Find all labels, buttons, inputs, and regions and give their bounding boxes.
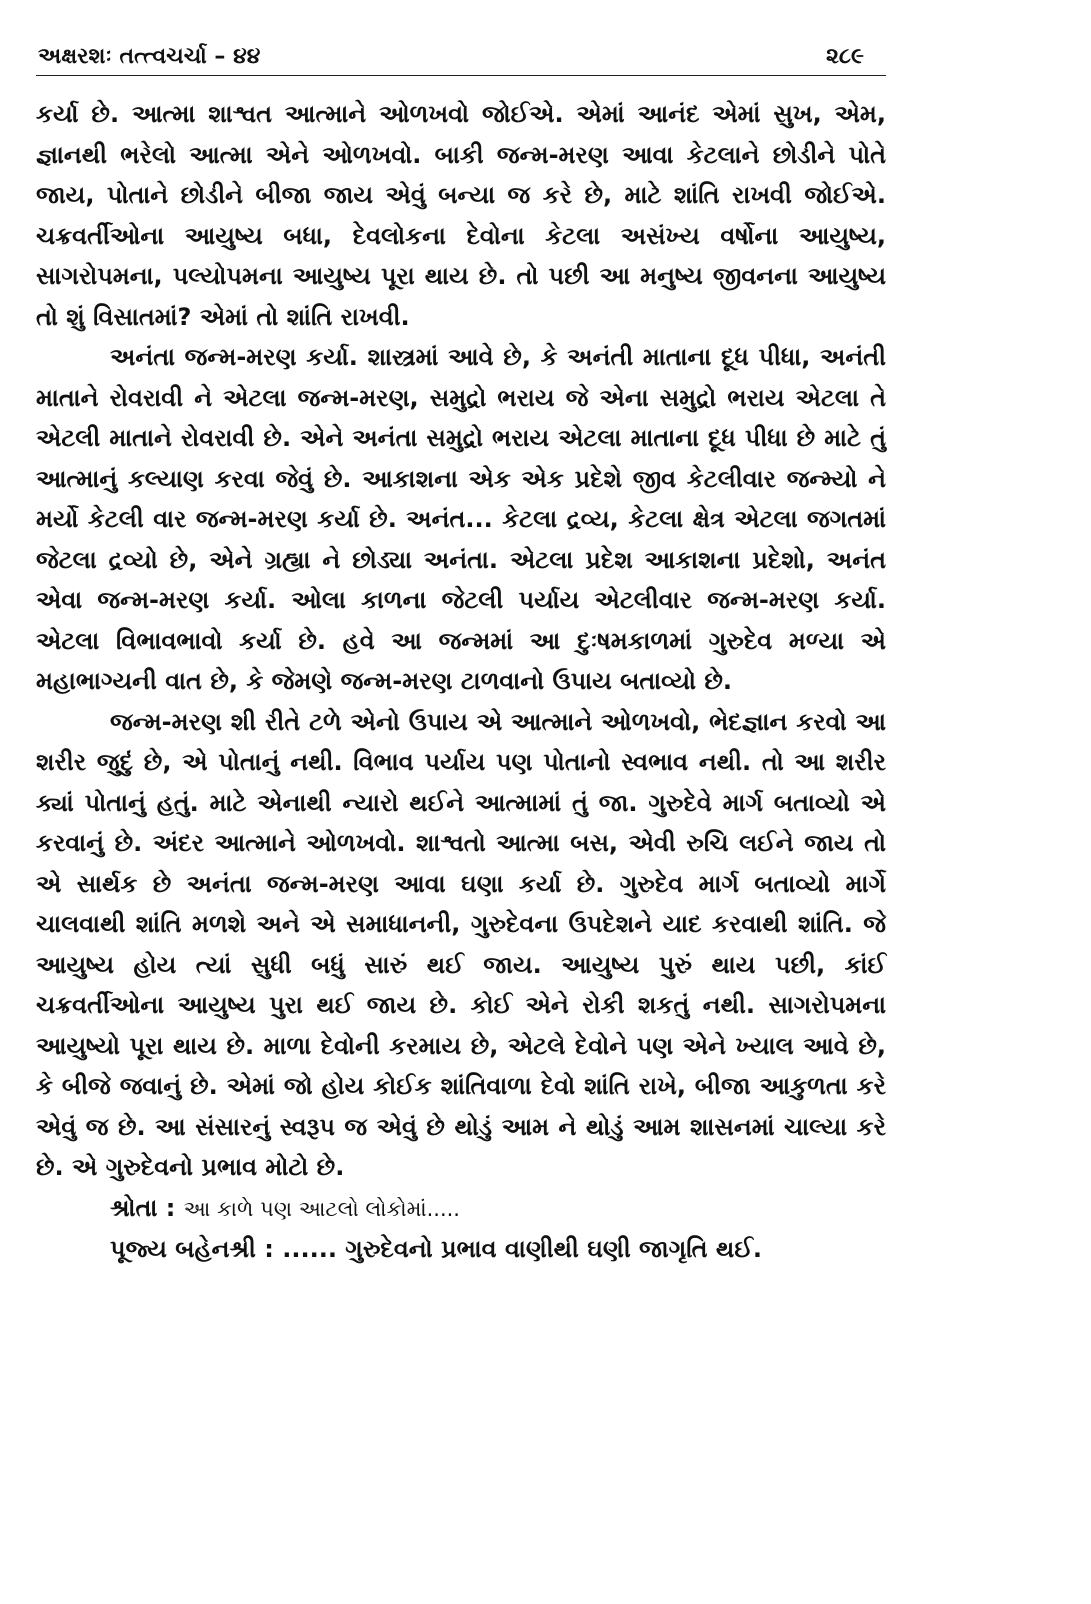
paragraph: કર્યા છે. આત્મા શાશ્વત આત્માને ઓળખવો જોઈએ. એમાં આનંદ એમાં સુખ, એમ, જ્ઞાનથી ભરેલો આત્મા એને ઓળખવો. બાકી જન્મ-મરણ આવા કેટલાને છોડીને પોતે જાય, પોતાને છોડીને બીજા જાય એવું બન્યા જ કરે છે, માટે શાંતિ રાખવી જોઈએ. ચક્રવર્તીઓના આયુષ્ય બધા, દેવલોકના દેવોના કેટલા અસંખ્ય વર્ષોના આયુષ્ય, સાગરોપમના, પલ્યોપમના આયુષ્ય પૂરા થાય છે. તો પછી આ મનુષ્ય જીવનના આયુષ્ય તો શું વિસાતમાં? એમાં તો શાંતિ રાખવી. [36, 100, 886, 331]
header-title: અક્ષરશઃ તત્ત્વચર્ચા – ૪૪ [38, 44, 261, 69]
paragraph: જન્મ-મરણ શી રીતે ટળે એનો ઉપાય એ આત્માને ઓળખવો, ભેદજ્ઞાન કરવો આ શરીર જુદું છે, એ પોતાનું નથી. વિભાવ પર્યાય પણ પોતાનો સ્વભાવ નથી. તો આ શરીર ક્યાં પોતાનું હતું. માટે એનાથી ન્યારો થઈને આત્મામાં તું જા. ગુરુદેવે માર્ગ બતાવ્યો એ કરવાનું છે. અંદર આત્માને ઓળખવો. શાશ્વતો આત્મા બસ, એવી રુચિ લઈને જાય તો એ સાર્થક છે અનંતા જન્મ-મરણ આવા ઘણા કર્યા છે. ગુરુદેવ માર્ગ બતાવ્યો માર્ગે ચાલવાથી શાંતિ મળશે અને એ સમાધાનની, ગુરુદેવના ઉપદેશને યાદ કરવાથી શાંતિ. જે આયુષ્ય હોય ત્યાં સુધી બધું સારું થઈ જાય. આયુષ્ય પુરું થાય પછી, કાંઈ ચક્રવર્તીઓના આયુષ્ય પુરા થઈ જાય છે. કોઈ એને રોકી શકતું નથી. સાગરોપમના આયુષ્યો પૂરા થાય છે. માળા દેવોની કરમાય છે, એટલે દેવોને પણ એને ખ્યાલ આવે છે, કે બીજે જવાનું છે. એમાં જો હોય કોઈક શાંતિવાળા દેવો શાંતિ રાખે, બીજા આકુળતા કરે એવું જ છે. આ સંસારનું સ્વરૂપ જ એવું છે થોડું આમ ને થોડું આમ શાસનમાં ચાલ્યા કરે છે. એ ગુરુદેવનો પ્રભાવ મોટો છે. [36, 707, 886, 1181]
page-number: ૨૮૯ [825, 44, 864, 69]
dialog-line-behenshri [36, 1229, 886, 1270]
running-header [36, 44, 886, 76]
speech-text: ...... ગુરુદેવનો પ્રભાવ વાણીથી ઘણી જાગૃતિ થઈ. [282, 1235, 762, 1263]
document-page [36, 44, 886, 1270]
speech-text: આ કાળે પણ આટલો લોકોમાં..... [183, 1196, 460, 1221]
speaker-label: શ્રોતા : [110, 1193, 176, 1222]
speaker-label: પૂજ્ય બહેનશ્રી : [110, 1235, 274, 1263]
body-text [36, 94, 886, 1270]
paragraph: અનંતા જન્મ-મરણ કર્યા. શાસ્ત્રમાં આવે છે, કે અનંતી માતાના દૂધ પીધા, અનંતી માતાને રોવરાવી ને એટલા જન્મ-મરણ, સમુદ્રો ભરાય જે એના સમુદ્રો ભરાય એટલા તે એટલી માતાને રોવરાવી છે. એને અનંતા સમુદ્રો ભરાય એટલા માતાના દૂધ પીધા છે માટે તું આત્માનું કલ્યાણ કરવા જેવું છે. આકાશના એક એક પ્રદેશે જીવ કેટલીવાર જન્મ્યો ને મર્યો કેટલી વાર જન્મ-મરણ કર્યા છે. અનંત... કેટલા દ્રવ્ય, કેટલા ક્ષેત્ર એટલા જગતમાં જેટલા દ્રવ્યો છે, એને ગ્રહ્યા ને છોડ્યા અનંતા. એટલા પ્રદેશ આકાશના પ્રદેશો, અનંત એવા જન્મ-મરણ કર્યા. ઓલા કાળના જેટલી પર્યાય એટલીવાર જન્મ-મરણ કર્યા. એટલા વિભાવભાવો કર્યા છે. હવે આ જન્મમાં આ દુઃષમકાળમાં ગુરુદેવ મળ્યા એ મહાભાગ્યની વાત છે, કે જેમણે જન્મ-મરણ ટાળવાનો ઉપાય બતાવ્યો છે. [36, 343, 886, 695]
dialog-line-listener [36, 1188, 886, 1230]
